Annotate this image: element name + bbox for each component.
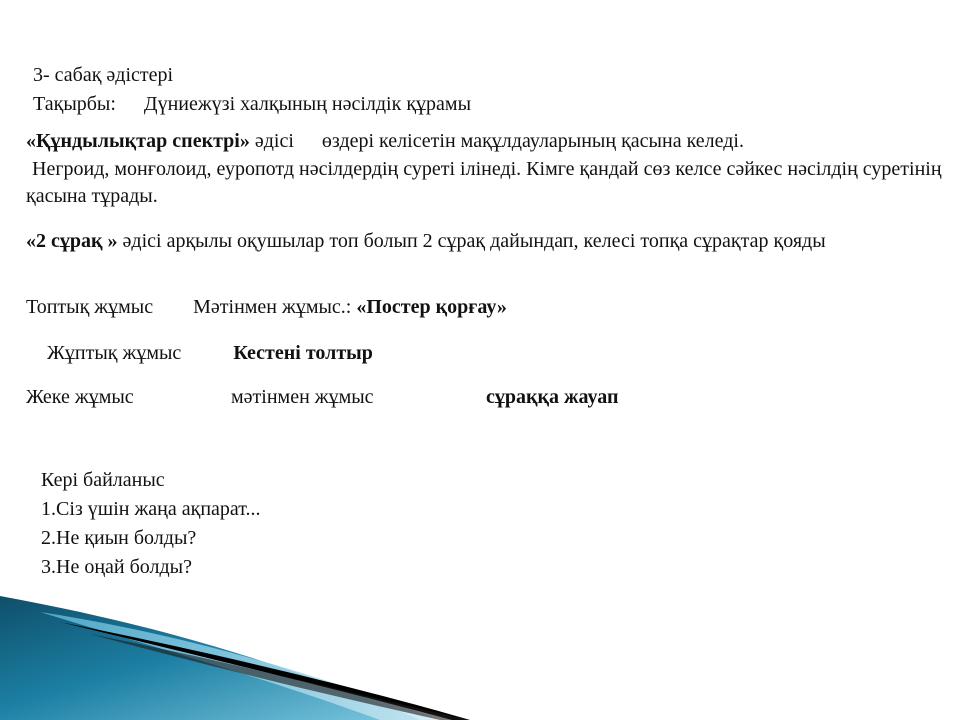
feedback-item: 1.Сіз үшін жаңа ақпарат... (41, 498, 261, 520)
pair-work-line (47, 340, 373, 366)
topic-value: Дүниежүзі халқының нәсілдік құрамы (143, 93, 472, 115)
group-work-bold: «Постер қорғау» (356, 296, 507, 318)
feedback-item: 2.Не қиын болды? (41, 527, 197, 549)
pair-work-label: Жұптық жұмыс (47, 342, 182, 364)
topic-label: Тақырбы: (33, 93, 116, 115)
group-work-label: Топтық жұмыс (26, 296, 154, 318)
group-work-line (26, 294, 507, 320)
individual-work-text: мәтінмен жұмыс (231, 386, 374, 408)
method2-name: «2 сұрақ » (26, 230, 118, 252)
method2-paragraph (26, 228, 931, 255)
method1-word: әдісі (254, 130, 294, 152)
method1-line (26, 128, 744, 154)
topic-line (33, 91, 471, 117)
method1-description: Негроид, монғолоид, еуропотд нәсілдердің суреті ілінеді. Кімге қандай сөз келсе сәйкес нәсілдің суретінің қасына тұрады. (26, 158, 942, 207)
pair-work-bold: Кестені толтыр (233, 342, 373, 364)
feedback-item: 3.Не оңай болды? (41, 556, 192, 578)
feedback-title: Кері байланыс (41, 469, 165, 491)
individual-work-line (26, 384, 619, 410)
individual-work-bold: сұраққа жауап (486, 386, 619, 408)
group-work-text: Мәтінмен жұмыс.: (193, 296, 352, 318)
methods-heading: 3- сабақ әдістері (33, 64, 174, 86)
method1-name: «Құндылықтар спектрі» (26, 130, 250, 152)
individual-work-label: Жеке жұмыс (26, 386, 134, 408)
method1-text1: өздері келісетін мақұлдауларының қасына келеді. (321, 130, 744, 152)
method2-text: әдісі арқылы оқушылар топ болып 2 сұрақ дайындап, келесі топқа сұрақтар қояды (122, 230, 826, 252)
